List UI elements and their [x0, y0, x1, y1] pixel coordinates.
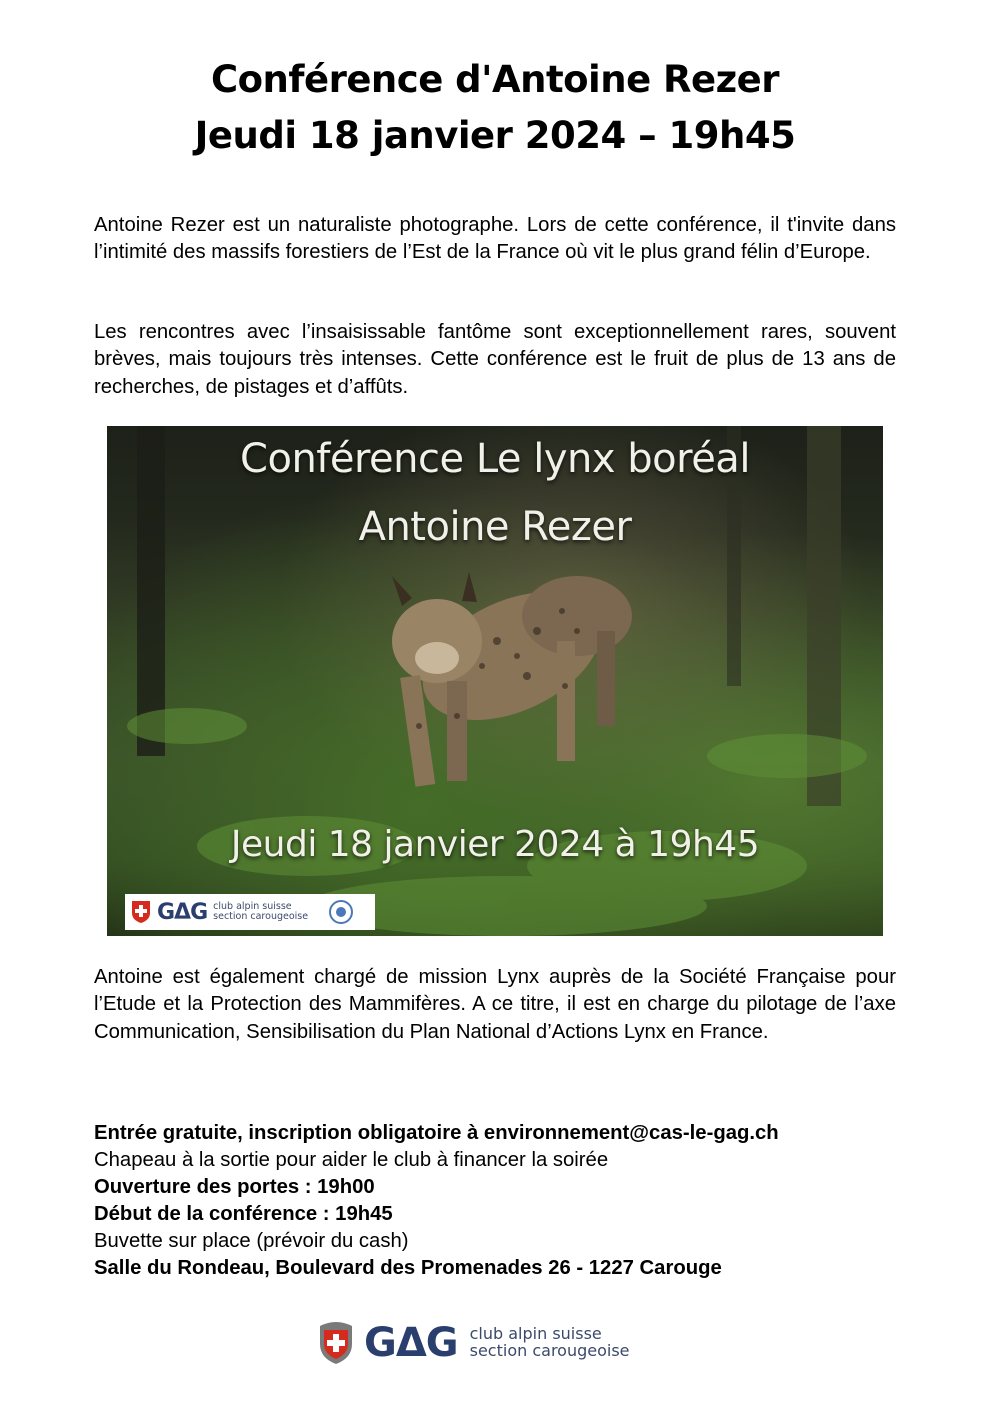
description-paragraph: Les rencontres avec l’insaisissable fantôme sont exceptionnellement rares, souvent brèves, mais toujours très intenses. Cette conférence est le fruit de plus de 13 ans de recherches, de pistages et d’affûts.	[94, 321, 896, 398]
footer-club-line2: section carougeoise	[469, 1341, 630, 1360]
footer-club-line1: club alpin suisse	[469, 1324, 602, 1344]
bar-line: Buvette sur place (prévoir du cash)	[94, 1230, 409, 1252]
start-line: Début de la conférence : 19h45	[94, 1203, 393, 1225]
badge-logo-text: GΔG	[157, 899, 208, 925]
footer-club-text	[470, 1326, 630, 1360]
page-subtitle-date: Jeudi 18 janvier 2024 – 19h45	[194, 114, 796, 157]
badge-club-line2: section carougeoise	[213, 911, 309, 922]
environment-emblem-icon	[328, 899, 354, 925]
lynx-poster-image	[107, 426, 883, 936]
badge-club-line1: club alpin suisse	[213, 901, 292, 913]
venue-line: Salle du Rondeau, Boulevard des Promenades 26 - 1227 Carouge	[94, 1257, 722, 1279]
poster-title: Conférence Le lynx boréal	[240, 436, 750, 482]
mission-paragraph: Antoine est également chargé de mission Lynx auprès de la Société Française pour l’Etude et la Protection des Mammifères. A ce titre, il est en charge du pilotage de l’axe Communication, Sensibilisation du Plan National d’Actions Lynx en France.	[94, 966, 896, 1043]
poster-date: Jeudi 18 janvier 2024 à 19h45	[230, 824, 760, 865]
registration-line: Entrée gratuite, inscription obligatoire à environnement@cas-le-gag.ch	[94, 1122, 779, 1144]
poster-speaker: Antoine Rezer	[358, 504, 632, 550]
footer-logo-text: GΔG	[364, 1320, 458, 1366]
swiss-shield-icon	[131, 900, 151, 924]
page-title: Conférence d'Antoine Rezer	[210, 58, 780, 101]
intro-paragraph: Antoine Rezer est un naturaliste photographe. Lors de cette conférence, il t'invite dans l’intimité des massifs forestiers de l’Est de la France où vit le plus grand félin d’Europe.	[94, 214, 896, 264]
lynx-silhouette	[392, 566, 632, 787]
footer-club-logo	[316, 1318, 646, 1368]
poster-club-badge	[125, 894, 375, 930]
badge-club-text	[213, 902, 308, 922]
hat-line: Chapeau à la sortie pour aider le club à financer la soirée	[94, 1149, 609, 1171]
swiss-shield-crest-icon	[316, 1320, 356, 1366]
doors-line: Ouverture des portes : 19h00	[94, 1176, 375, 1198]
